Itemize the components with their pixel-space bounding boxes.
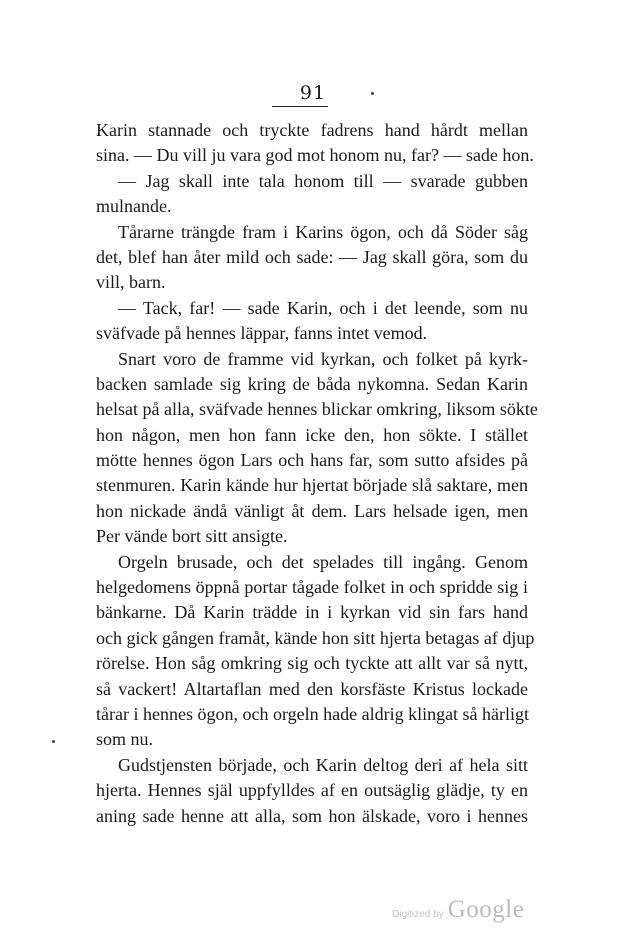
text-line: helgedomens öppnå portar tågade folket in och spridde sig i — [96, 577, 528, 598]
text-line: vill, barn. — [96, 272, 166, 293]
ink-speck — [52, 740, 55, 743]
text-line: sina. — Du vill ju vara god mot honom nu, far? — sade hon. — [96, 145, 534, 166]
ink-speck — [371, 92, 374, 95]
page-number-rule — [272, 106, 328, 107]
digitized-by-google-watermark — [392, 896, 524, 936]
text-line: Tårarne trängde fram i Karins ögon, och då Söder såg — [118, 221, 528, 242]
text-line: Per vände bort sitt ansigte. — [96, 526, 288, 547]
text-line: hjerta. Hennes själ uppfylldes af en outsäglig glädje, ty en — [96, 780, 528, 801]
text-line: rörelse. Hon såg omkring sig och tyckte att allt var så nytt, — [96, 653, 528, 674]
body-text — [96, 118, 538, 829]
page-number: 91 — [299, 82, 327, 104]
text-line: och gick gången framåt, kände hon sitt hjerta betagas af djup — [96, 627, 535, 648]
text-line: sväfvade på hennes läppar, fanns intet vemod. — [96, 323, 428, 344]
text-line: bänkarne. Då Karin trädde in i kyrkan vid sin fars hand — [96, 602, 528, 623]
text-line: Karin stannade och tryckte fadrens hand hårdt mellan — [96, 120, 528, 140]
text-line: — Tack, far! — sade Karin, och i det leende, som nu — [118, 297, 528, 318]
google-logo: Google — [447, 896, 525, 923]
text-line: mulnande. — [96, 196, 172, 217]
text-line: — Jag skall inte tala honom till — svarade gubben — [118, 170, 528, 191]
text-line: tårar i hennes ögon, och orgeln hade aldrig klingat så härligt — [96, 703, 530, 724]
text-line: så vackert! Altartaflan med den korsfäste Kristus lockade — [96, 678, 528, 699]
text-line: Snart voro de framme vid kyrkan, och folket på kyrk- — [118, 348, 528, 369]
text-line: aning sade henne att alla, som hon älskade, voro i hennes — [96, 805, 528, 826]
text-line: backen samlade sig kring de båda nykomna. Sedan Karin — [96, 373, 528, 394]
text-line: hon nickade ändå vänligt åt dem. Lars helsade igen, men — [96, 500, 528, 521]
text-line: mötte hennes ögon Lars och hans far, som sutto afsides på — [96, 450, 528, 471]
text-line: Gudstjensten började, och Karin deltog deri af hela sitt — [118, 754, 528, 775]
text-line: helsat på alla, sväfvade hennes blickar omkring, liksom sökte — [96, 399, 538, 420]
text-line: hon någon, men hon fann icke den, hon sökte. I stället — [96, 424, 528, 445]
watermark-prefix: Digitized by — [392, 909, 444, 920]
text-line: det, blef han åter mild och sade: — Jag skall göra, som du — [96, 246, 528, 267]
text-line: Orgeln brusade, och det spelades till ingång. Genom — [118, 551, 528, 572]
text-line: som nu. — [96, 729, 154, 750]
text-line: stenmuren. Karin kände hur hjertat började slå saktare, men — [96, 475, 528, 496]
